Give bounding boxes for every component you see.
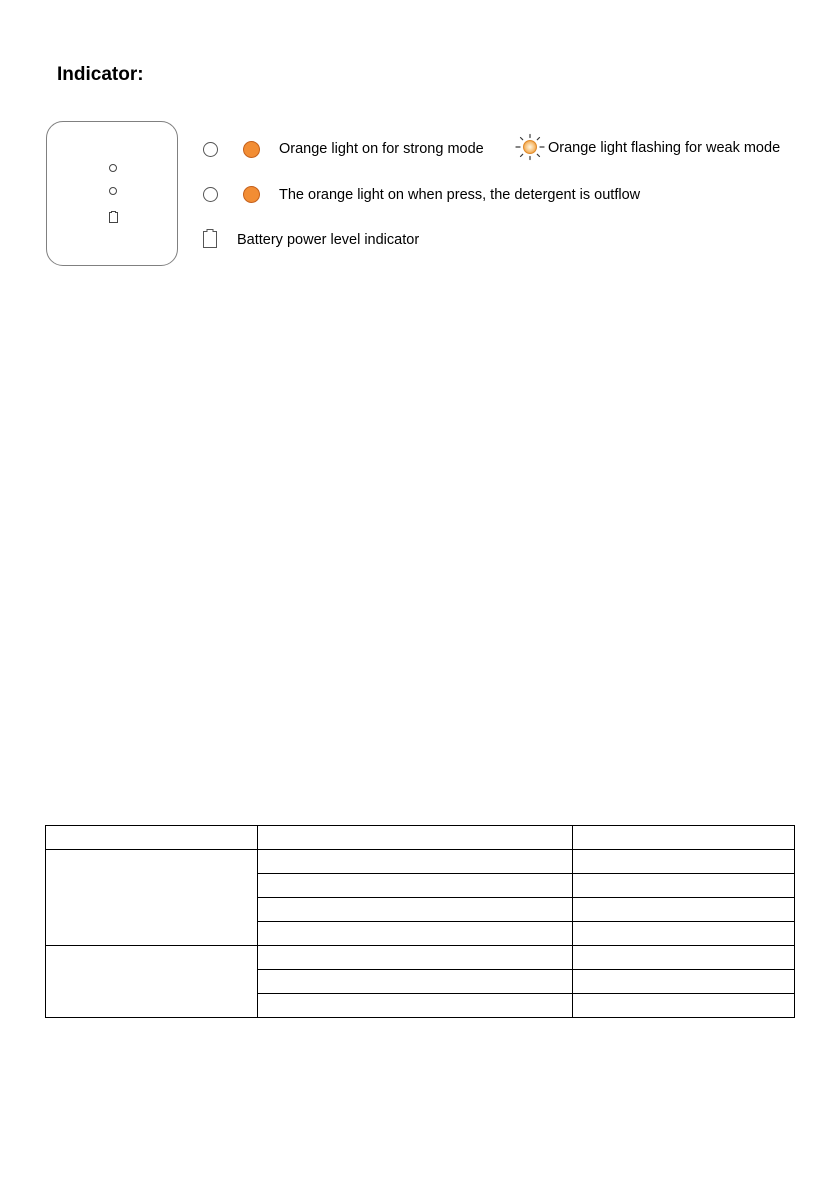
table-cell: [258, 994, 573, 1018]
panel-mode-light-icon: [109, 164, 117, 172]
flashing-light-icon: [514, 133, 546, 161]
table-cell: [573, 850, 795, 874]
page-title: Indicator:: [57, 64, 144, 85]
legend-weak-mode: Orange light flashing for weak mode: [548, 140, 781, 156]
panel-detergent-light-icon: [109, 187, 117, 195]
table-cell: [573, 994, 795, 1018]
table-cell: [258, 970, 573, 994]
orange-circle-icon: [243, 141, 260, 158]
table-cell: [258, 850, 573, 874]
battery-icon: [203, 229, 217, 248]
table-cell: [258, 874, 573, 898]
table-cell: [258, 946, 573, 970]
table-cell: [573, 898, 795, 922]
table-group-cell: [46, 850, 258, 946]
table-cell: [258, 922, 573, 946]
table-cell: [573, 946, 795, 970]
table-cell: [573, 874, 795, 898]
table-header-cell: [46, 826, 258, 850]
table-row: [46, 850, 795, 874]
circle-outline-icon: [203, 187, 218, 202]
legend-battery: Battery power level indicator: [237, 232, 420, 248]
table-header-row: [46, 826, 795, 850]
table-group-cell: [46, 946, 258, 1018]
legend-detergent: The orange light on when press, the detergent is outflow: [279, 187, 641, 203]
circle-outline-icon: [203, 142, 218, 157]
table-cell: [258, 898, 573, 922]
orange-circle-icon: [243, 186, 260, 203]
panel-battery-icon: [109, 211, 118, 223]
table-cell: [573, 922, 795, 946]
table-header-cell: [573, 826, 795, 850]
device-panel-diagram: [46, 121, 178, 266]
table-cell: [573, 970, 795, 994]
spec-table: [45, 825, 795, 1018]
legend-strong-mode: Orange light on for strong mode: [279, 141, 484, 157]
table-row: [46, 946, 795, 970]
table-header-cell: [258, 826, 573, 850]
